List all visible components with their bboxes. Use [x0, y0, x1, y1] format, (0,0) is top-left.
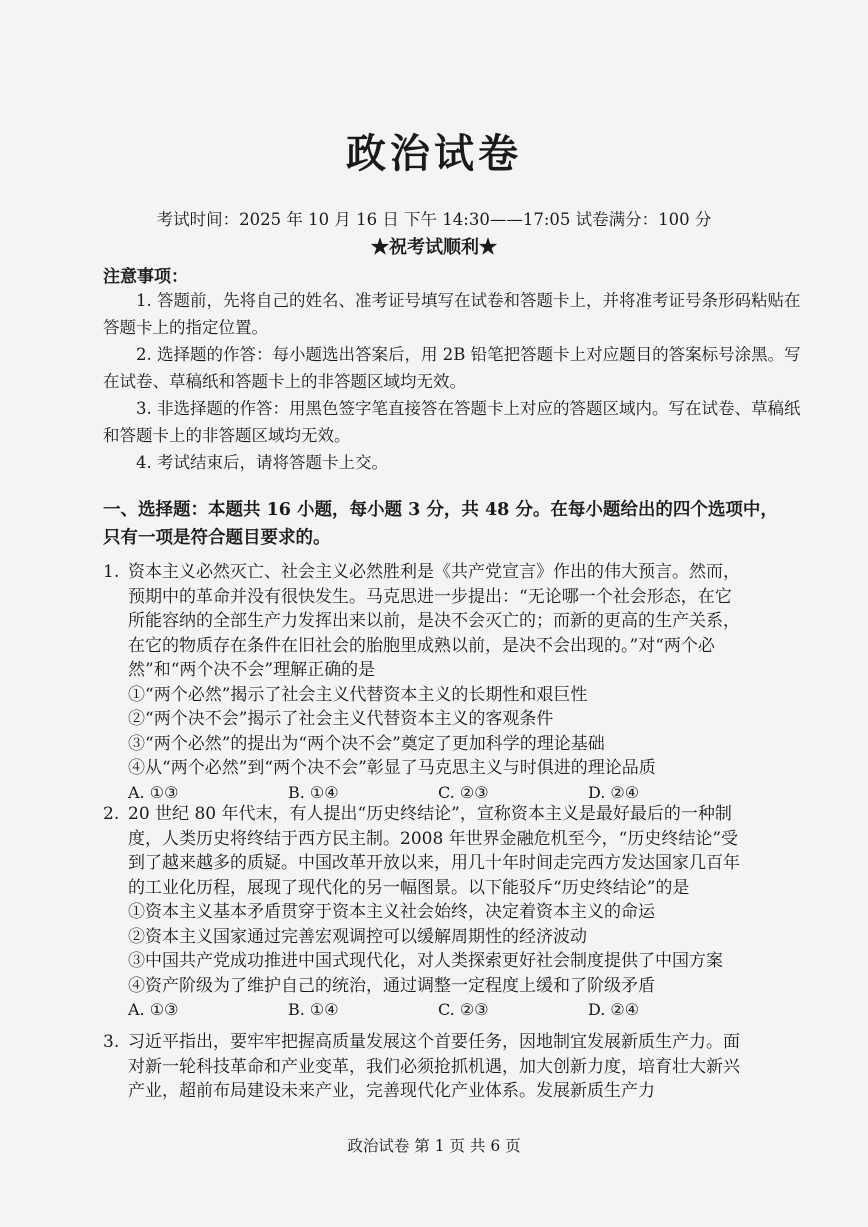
- question-3: [103, 1030, 803, 1104]
- notice-title: 注意事项：: [103, 267, 188, 287]
- question-line: 到了越来越多的质疑。中国改革开放以来，用几十年时间走完西方发达国家几百年: [128, 853, 740, 873]
- section-heading: 一、选择题：本题共 16 小题，每小题 3 分，共 48 分。在每小题给出的四个选项中，只有一项是符合题目要求的。: [103, 500, 778, 548]
- question-line: 习近平指出，要牢牢把握高质量发展这个首要任务，因地制宜发展新质生产力。面: [128, 1032, 740, 1052]
- notice-item-4: 4. 考试结束后，请将答题卡上交。: [136, 453, 388, 472]
- question-1: [103, 560, 803, 805]
- question-line: 在它的物质存在条件在旧社会的胎胞里成熟以前，是决不会出现的。”对“两个必: [128, 635, 715, 656]
- choice-b: B. ①④: [288, 782, 339, 802]
- question-line: 20 世纪 80 年代末，有人提出“历史终结论”，宣称资本主义是最好最后的一种制: [128, 804, 732, 824]
- question-line: 所能容纳的全部生产力发挥出来以前，是决不会灭亡的；而新的更高的生产关系，: [128, 611, 740, 631]
- choice-d: D. ②④: [588, 782, 640, 802]
- question-line: 预期中的革命并没有很快发生。马克思进一步提出：“无论哪一个社会形态，在它: [128, 586, 732, 607]
- option-line: ①资本主义基本矛盾贯穿于资本主义社会始终，决定着资本主义的命运: [128, 902, 655, 922]
- question-line: 对新一轮科技革命和产业变革，我们必须抢抓机遇，加大创新力度，培育壮大新兴: [128, 1056, 740, 1077]
- question-line: 资本主义必然灭亡、社会主义必然胜利是《共产党宣言》作出的伟大预言。然而，: [128, 562, 740, 582]
- notice-item-1: 1. 答题前，先将自己的姓名、准考证号填写在试卷和答题卡上，并将准考证号条形码粘贴在答题卡上的指定位置。: [103, 291, 801, 337]
- page-title: 政治试卷: [346, 130, 522, 177]
- option-line: ④从“两个必然”到“两个决不会”彰显了马克思主义与时俱进的理论品质: [128, 758, 656, 778]
- question-line: 然”和“两个决不会”理解正确的是: [128, 660, 376, 680]
- choice-a: A. ①③: [128, 782, 179, 802]
- option-line: ②资本主义国家通过完善宏观调控可以缓解周期性的经济波动: [128, 926, 587, 947]
- choice-c: C. ②③: [438, 1000, 489, 1019]
- option-line: ①“两个必然”揭示了社会主义代替资本主义的长期性和艰巨性: [128, 684, 588, 705]
- option-line: ③中国共产党成功推进中国式现代化，对人类探索更好社会制度提供了中国方案: [128, 951, 723, 971]
- page-footer: 政治试卷 第 1 页 共 6 页: [347, 1137, 521, 1155]
- notice-item-2: 2. 选择题的作答：每小题选出答案后，用 2B 铅笔把答题卡上对应题目的答案标号涂黑。写在试卷、草稿纸和答题卡上的非答题区域均无效。: [103, 345, 801, 391]
- choice-c: C. ②③: [438, 782, 489, 802]
- option-line: ②“两个决不会”揭示了社会主义代替资本主义的客观条件: [128, 709, 554, 729]
- choice-a: A. ①③: [128, 1000, 179, 1019]
- wish-line: ★祝考试顺利★: [371, 237, 497, 258]
- question-number: 2.: [103, 804, 120, 824]
- answer-choices: [128, 998, 803, 1023]
- option-line: ④资产阶级为了维护自己的统治，通过调整一定程度上缓和了阶级矛盾: [128, 975, 655, 996]
- choice-b: B. ①④: [288, 1000, 339, 1019]
- question-number: 3.: [103, 1032, 120, 1052]
- choice-d: D. ②④: [588, 1000, 640, 1019]
- question-line: 产业，超前布局建设未来产业，完善现代化产业体系。发展新质生产力: [128, 1081, 655, 1101]
- question-line: 的工业化历程，展现了现代化的另一幅图景。以下能驳斥“历史终结论”的是: [128, 877, 690, 898]
- question-number: 1.: [103, 562, 120, 582]
- question-line: 度，人类历史将终结于西方民主制。2008 年世界金融危机至今，“历史终结论”受: [128, 828, 739, 849]
- notice-item-3: 3. 非选择题的作答：用黑色签字笔直接答在答题卡上对应的答题区域内。写在试卷、草稿纸和答题卡上的非答题区域均无效。: [103, 399, 801, 445]
- option-line: ③“两个必然”的提出为“两个决不会”奠定了更加科学的理论基础: [128, 733, 605, 754]
- question-2: [103, 802, 803, 1023]
- exam-info: 考试时间：2025 年 10 月 16 日 下午 14:30——17:05 试卷满分：100 分: [156, 210, 712, 229]
